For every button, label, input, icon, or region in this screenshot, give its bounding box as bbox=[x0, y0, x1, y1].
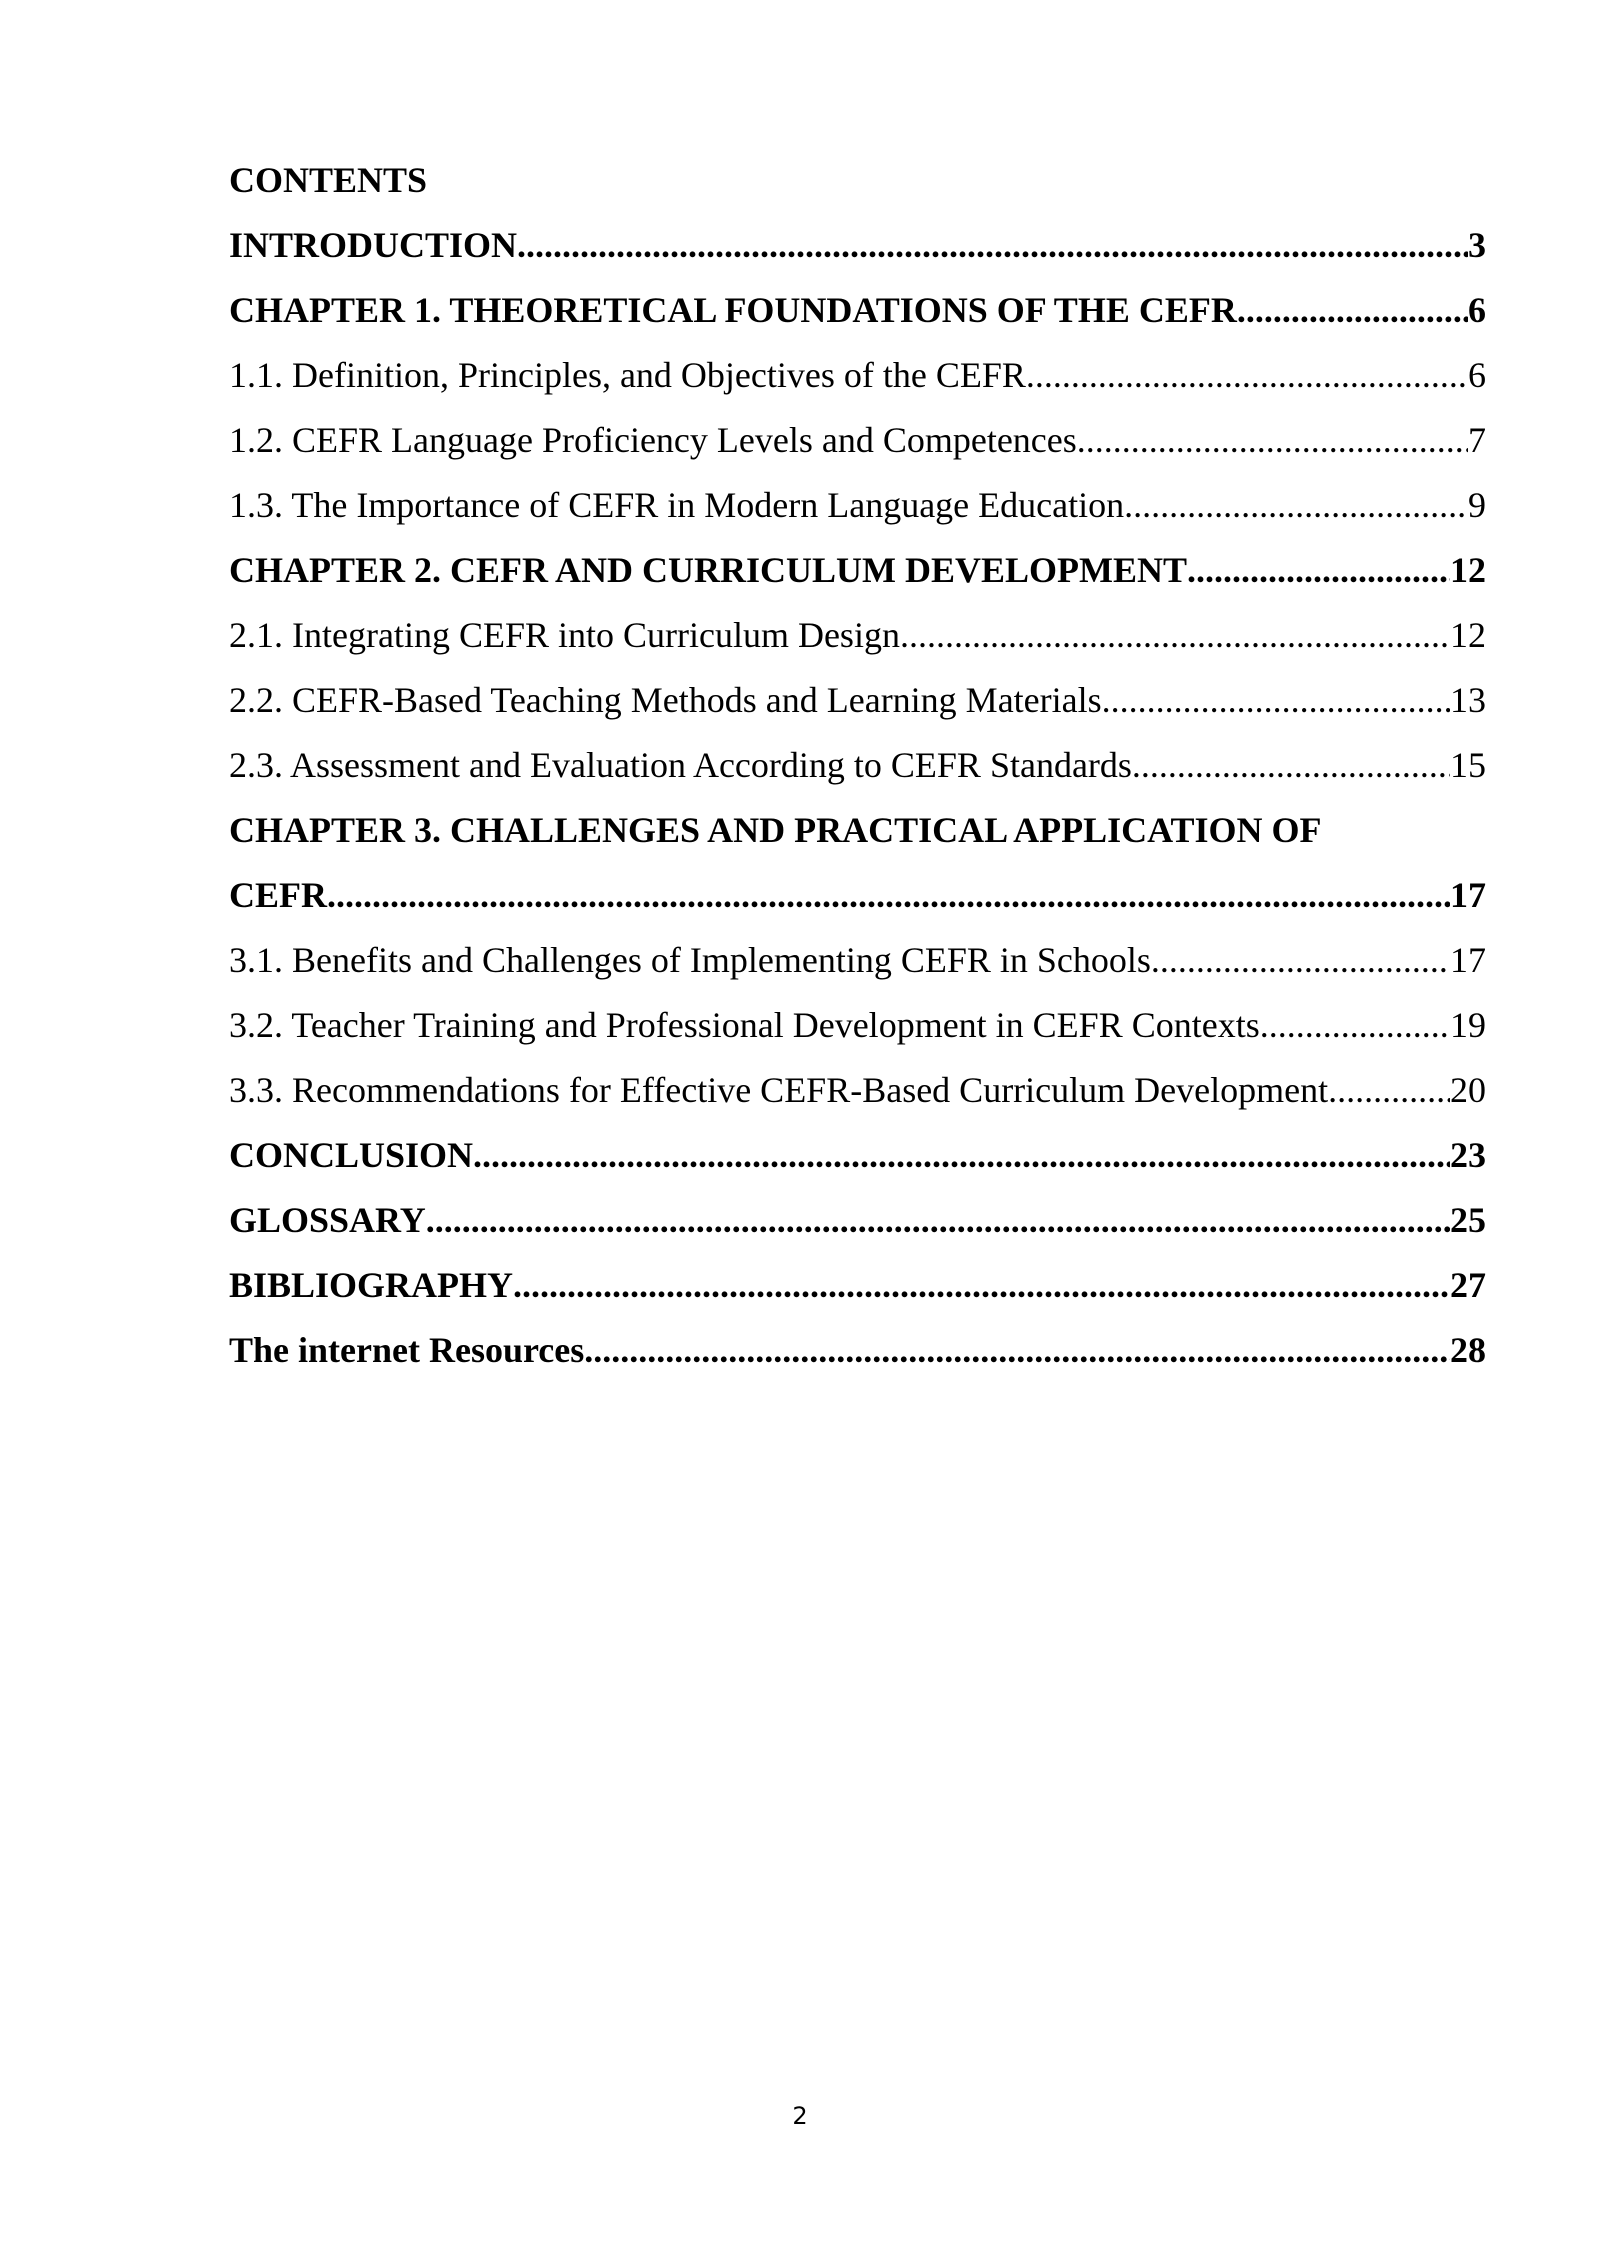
toc-entry-page: 13 bbox=[1450, 680, 1486, 720]
toc-entry-label-continued: CEFR bbox=[229, 875, 327, 915]
toc-entry-3-2[interactable] bbox=[229, 993, 1486, 1058]
toc-entry-label: CHAPTER 2. CEFR AND CURRICULUM DEVELOPMENT bbox=[229, 550, 1188, 590]
toc-entry-1-2[interactable] bbox=[229, 408, 1486, 473]
toc-entry-2-2[interactable] bbox=[229, 668, 1486, 733]
toc-entry-label: 2.1. Integrating CEFR into Curriculum Design bbox=[229, 615, 900, 655]
toc-entry-page: 17 bbox=[1450, 875, 1486, 915]
dot-leader bbox=[1260, 993, 1450, 1058]
toc-entry-label: 2.2. CEFR-Based Teaching Methods and Learning Materials bbox=[229, 680, 1102, 720]
toc-entry-label: GLOSSARY bbox=[229, 1200, 426, 1240]
dot-leader bbox=[1151, 928, 1450, 993]
toc-entry-chapter-2[interactable] bbox=[229, 538, 1486, 603]
toc-entry-introduction[interactable] bbox=[229, 213, 1486, 278]
toc-entry-3-1[interactable] bbox=[229, 928, 1486, 993]
toc-entry-internet-resources[interactable] bbox=[229, 1318, 1486, 1383]
toc-entry-chapter-1[interactable] bbox=[229, 278, 1486, 343]
toc-entry-label: 2.3. Assessment and Evaluation According to CEFR Standards bbox=[229, 745, 1132, 785]
toc-entry-label: 3.2. Teacher Training and Professional Development in CEFR Contexts bbox=[229, 1005, 1260, 1045]
page-number: 2 bbox=[792, 2102, 808, 2130]
toc-entry-glossary[interactable] bbox=[229, 1188, 1486, 1253]
dot-leader bbox=[1237, 278, 1468, 343]
toc-entry-label: 1.2. CEFR Language Proficiency Levels and Competences bbox=[229, 420, 1077, 460]
toc-entry-page: 12 bbox=[1450, 615, 1486, 655]
toc-entry-page: 28 bbox=[1450, 1330, 1486, 1370]
table-of-contents bbox=[229, 148, 1486, 1383]
toc-entry-label: INTRODUCTION bbox=[229, 225, 518, 265]
toc-entry-conclusion[interactable] bbox=[229, 1123, 1486, 1188]
toc-entry-page: 23 bbox=[1450, 1135, 1486, 1175]
toc-entry-page: 12 bbox=[1450, 550, 1486, 590]
toc-entry-1-3[interactable] bbox=[229, 473, 1486, 538]
toc-entry-1-1[interactable] bbox=[229, 343, 1486, 408]
toc-entry-page: 3 bbox=[1468, 225, 1486, 265]
toc-entry-page: 15 bbox=[1450, 745, 1486, 785]
toc-entry-label: BIBLIOGRAPHY bbox=[229, 1265, 514, 1305]
dot-leader bbox=[1132, 733, 1450, 798]
toc-entry-3-3[interactable] bbox=[229, 1058, 1486, 1123]
dot-leader bbox=[327, 863, 1450, 928]
toc-entry-page: 6 bbox=[1468, 355, 1486, 395]
toc-entry-label: The internet Resources bbox=[229, 1330, 585, 1370]
toc-entry-page: 6 bbox=[1468, 290, 1486, 330]
dot-leader bbox=[1026, 343, 1468, 408]
dot-leader bbox=[473, 1123, 1450, 1188]
dot-leader bbox=[1124, 473, 1468, 538]
toc-entry-label: 1.3. The Importance of CEFR in Modern Language Education bbox=[229, 485, 1125, 525]
dot-leader bbox=[1102, 668, 1450, 733]
toc-entry-bibliography[interactable] bbox=[229, 1253, 1486, 1318]
dot-leader bbox=[517, 213, 1468, 278]
toc-entry-chapter-3-line-2[interactable] bbox=[229, 863, 1486, 928]
toc-entry-page: 20 bbox=[1450, 1070, 1486, 1110]
toc-entry-page: 9 bbox=[1468, 485, 1486, 525]
toc-entry-label: CHAPTER 1. THEORETICAL FOUNDATIONS OF THE CEFR bbox=[229, 290, 1237, 330]
toc-entry-2-1[interactable] bbox=[229, 603, 1486, 668]
toc-entry-label: CONCLUSION bbox=[229, 1135, 474, 1175]
toc-entry-page: 17 bbox=[1450, 940, 1486, 980]
toc-entry-label: 3.1. Benefits and Challenges of Implementing CEFR in Schools bbox=[229, 940, 1151, 980]
toc-entry-label: 1.1. Definition, Principles, and Objectives of the CEFR bbox=[229, 355, 1026, 395]
dot-leader bbox=[1077, 408, 1468, 473]
dot-leader bbox=[900, 603, 1450, 668]
dot-leader bbox=[1187, 538, 1450, 603]
toc-entry-page: 7 bbox=[1468, 420, 1486, 460]
toc-entry-page: 27 bbox=[1450, 1265, 1486, 1305]
dot-leader bbox=[513, 1253, 1450, 1318]
dot-leader bbox=[426, 1188, 1450, 1253]
toc-entry-label: 3.3. Recommendations for Effective CEFR-Based Curriculum Development bbox=[229, 1070, 1329, 1110]
toc-entry-page: 19 bbox=[1450, 1005, 1486, 1045]
toc-entry-chapter-3-line-1[interactable] bbox=[229, 798, 1486, 863]
contents-heading: CONTENTS bbox=[229, 160, 428, 200]
toc-entry-2-3[interactable] bbox=[229, 733, 1486, 798]
dot-leader bbox=[584, 1318, 1450, 1383]
toc-entry-label: CHAPTER 3. CHALLENGES AND PRACTICAL APPLICATION OF bbox=[229, 810, 1322, 850]
dot-leader bbox=[1328, 1058, 1450, 1123]
toc-entry-page: 25 bbox=[1450, 1200, 1486, 1240]
